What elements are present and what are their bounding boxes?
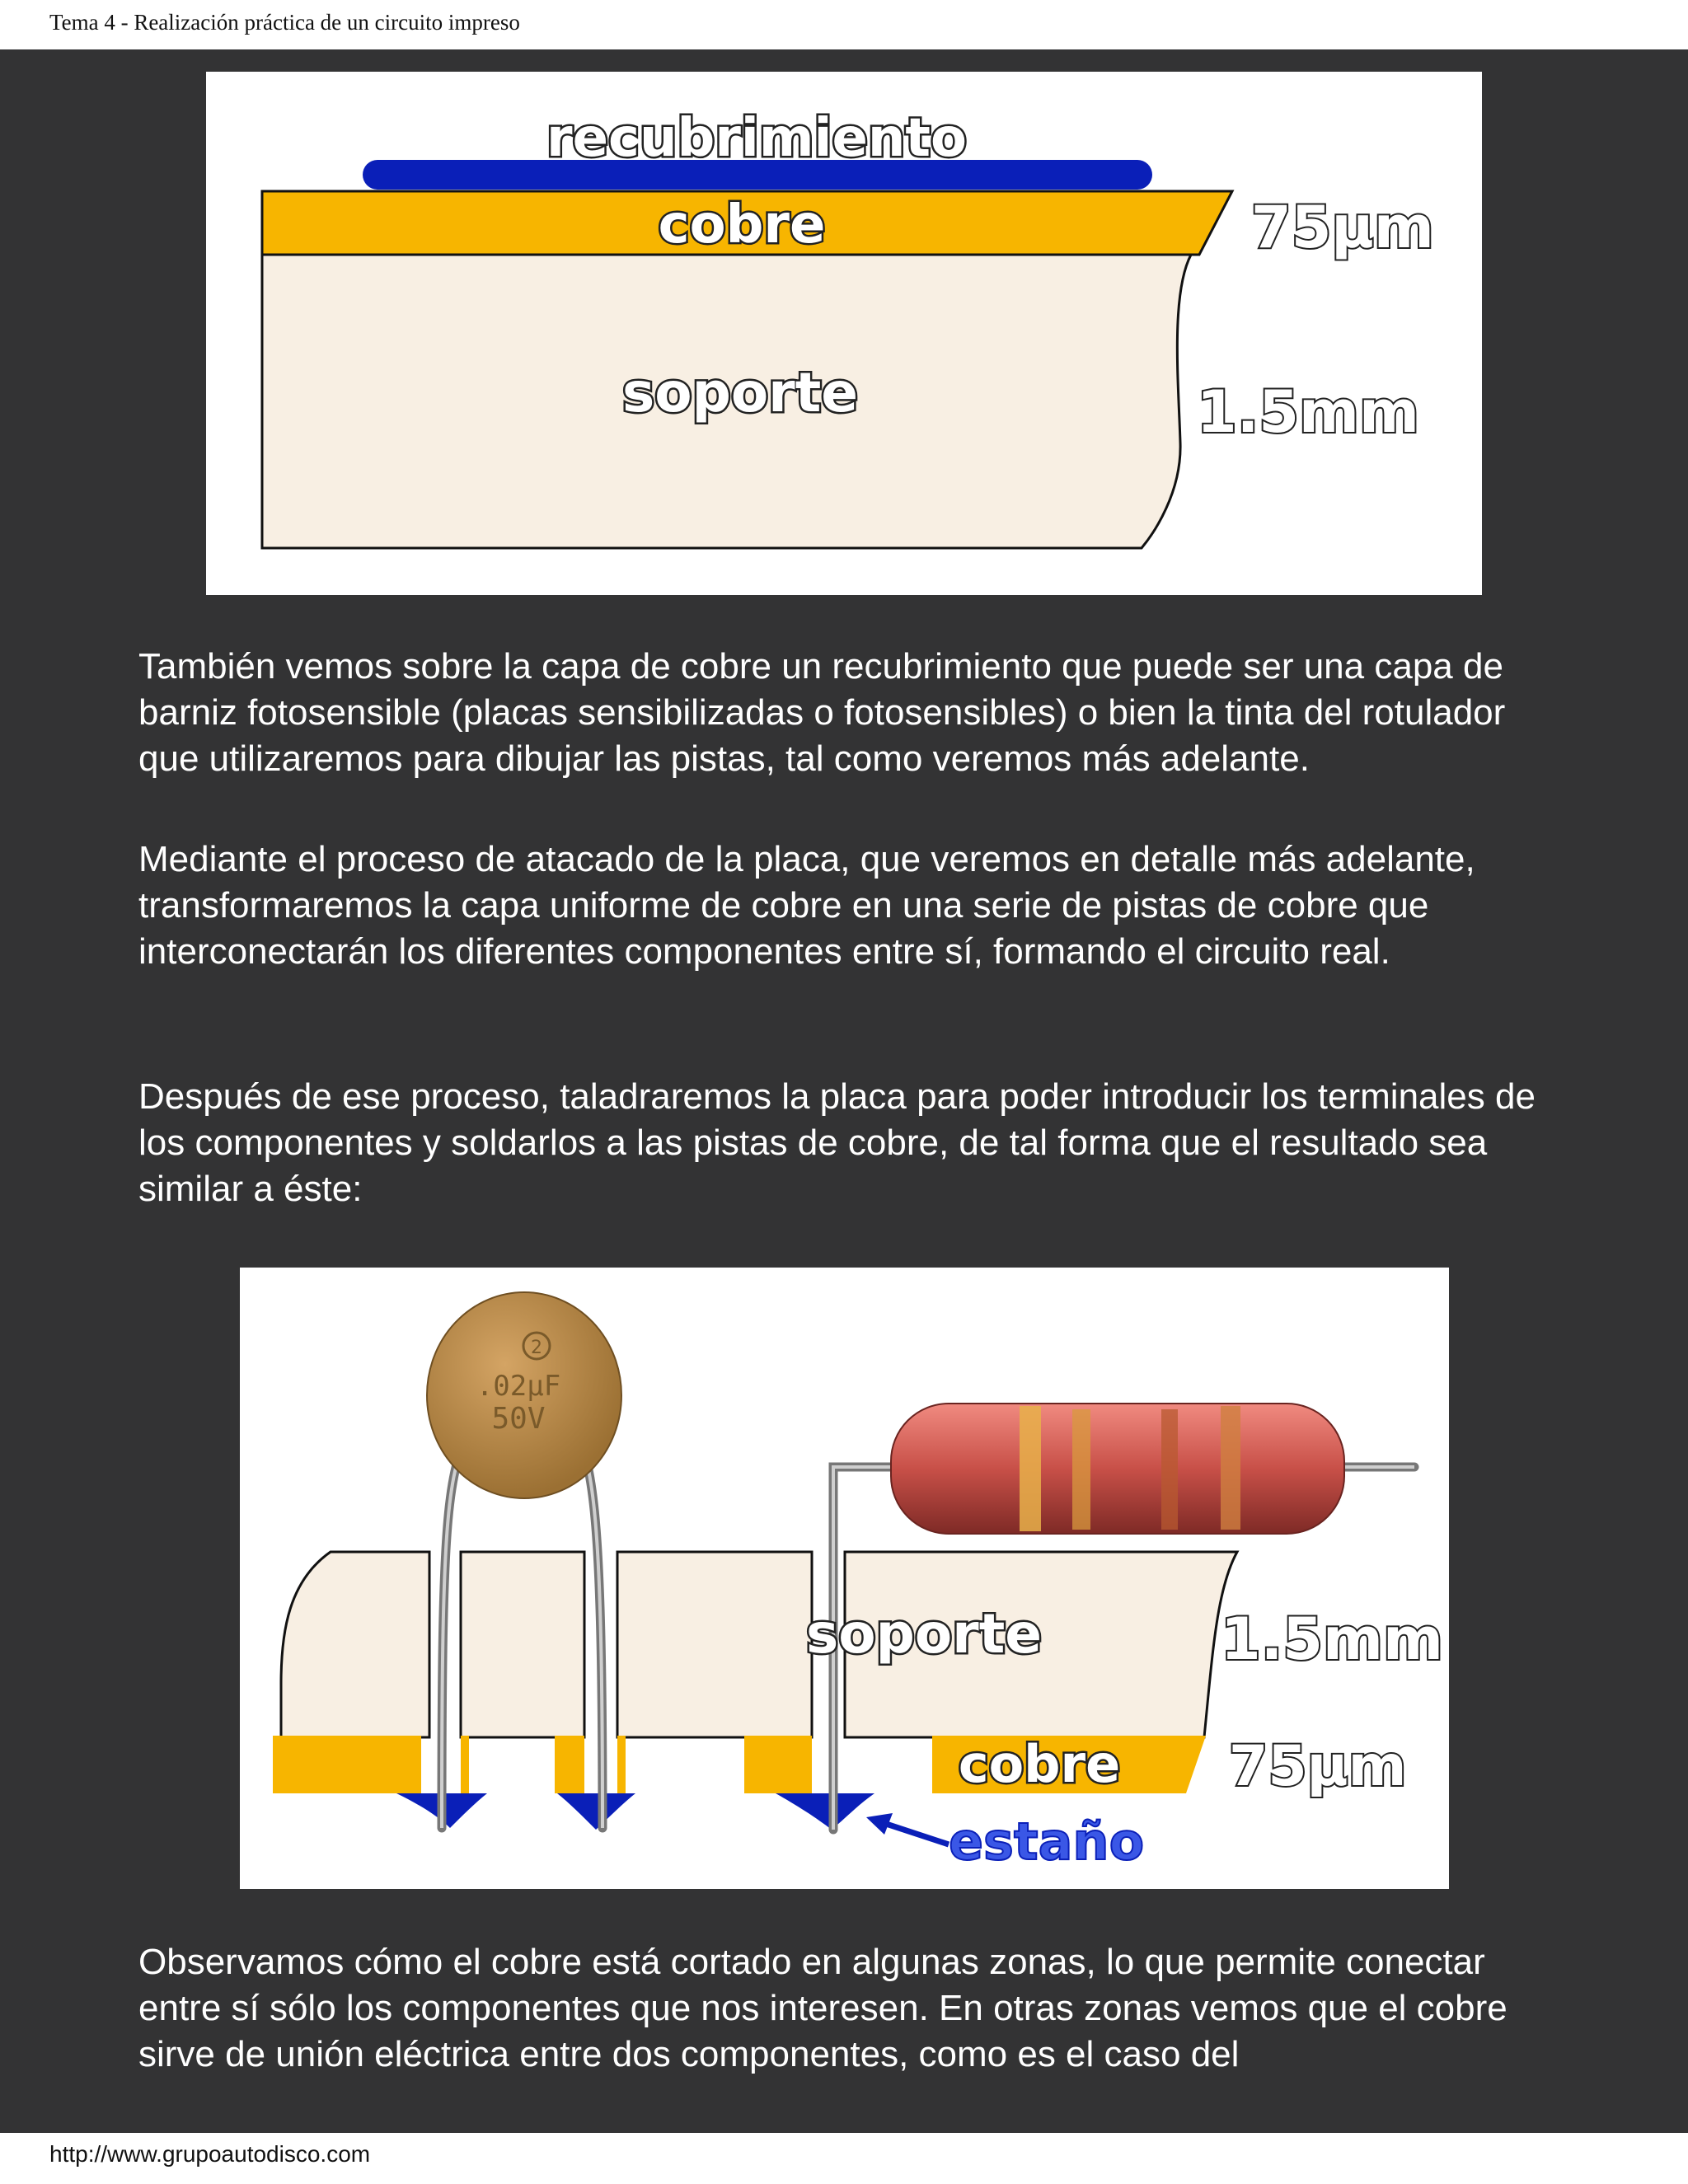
footer-url: http://www.grupoautodisco.com (49, 2141, 371, 2167)
coating-label: recubrimiento (546, 108, 967, 169)
copper-thickness-label: 75µm (1229, 1734, 1407, 1799)
pcb-layers-diagram (206, 72, 1482, 595)
support-label: soporte (621, 361, 859, 424)
support-label: soporte (805, 1602, 1043, 1666)
paragraph-coating: También vemos sobre la capa de cobre un recubrimiento que puede ser una capa de barniz fotosensible (placas sensibilizadas o fotosensibles) o bien la tinta del rotulador que utilizaremos para dibujar las pistas, tal como veremos más adelante. (138, 646, 1506, 779)
support-substrate (281, 1552, 1237, 1737)
paragraph-etching: Mediante el proceso de atacado de la placa, que veremos en detalle más adelante, transformaremos la capa uniforme de cobre en una serie de pistas de cobre que interconectarán los diferentes componentes entre sí, formando el circuito real. (138, 839, 1475, 972)
document-title: Tema 4 - Realización práctica de un circuito impreso (49, 10, 520, 35)
copper-label: cobre (658, 194, 826, 255)
assembled-pcb-diagram (240, 1268, 1449, 1889)
resistor (891, 1404, 1344, 1534)
paragraph-copper-cut: Observamos cómo el cobre está cortado en algunas zonas, lo que permite conectar entre sí sólo los componentes que nos interesen. En otras zonas vemos que el cobre sirve de unión eléctrica entre dos componentes, como es el caso del (138, 1942, 1507, 2074)
page-header (0, 0, 1688, 48)
solder-label: estaño (949, 1811, 1145, 1872)
copper-label: cobre (958, 1734, 1121, 1794)
capacitor-voltage: 50V (491, 1402, 546, 1436)
copper-thickness-label: 75µm (1251, 194, 1434, 261)
solder-joints (396, 1793, 874, 1830)
page-footer (0, 2133, 1688, 2184)
ceramic-capacitor (427, 1292, 621, 1498)
capacitor-code: 2 (531, 1338, 542, 1358)
capacitor-value: .02µF (476, 1370, 561, 1403)
support-thickness-label: 1.5mm (1197, 378, 1419, 446)
support-thickness-label: 1.5mm (1221, 1605, 1443, 1673)
paragraph-drilling: Después de ese proceso, taladraremos la placa para poder introducir los terminales de los componentes y soldarlos a las pistas de cobre, de tal forma que el resultado sea similar a éste: (138, 1076, 1536, 1209)
solder-arrow (866, 1813, 949, 1844)
